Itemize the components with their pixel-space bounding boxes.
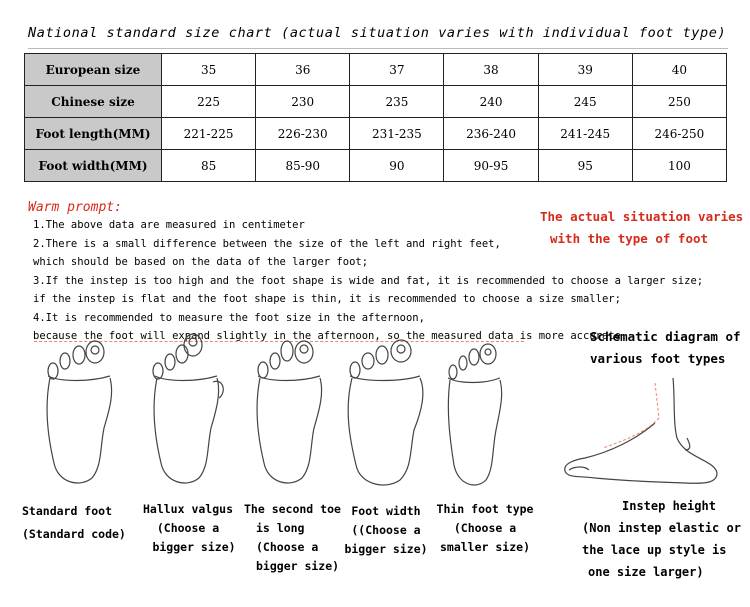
row-header: European size xyxy=(25,54,162,86)
table-row xyxy=(25,54,727,86)
table-cell: 35 xyxy=(162,54,256,86)
caption-instep-height xyxy=(582,495,741,583)
table-cell: 231-235 xyxy=(350,118,444,150)
caption-line: (Standard code) xyxy=(22,527,126,541)
table-row xyxy=(25,86,727,118)
caption-line: (Choose a xyxy=(256,540,319,554)
caption-line: is long xyxy=(256,521,305,535)
table-cell: 100 xyxy=(632,150,726,182)
warm-prompt-heading: Warm prompt: xyxy=(28,200,122,215)
note-line: 3.If the instep is too high and the foot shape is wide and fat, it is recommended to choose a larger size; xyxy=(33,274,704,287)
caption-line: (Choose a xyxy=(453,521,517,535)
table-cell: 37 xyxy=(350,54,444,86)
table-row xyxy=(25,150,727,182)
table-cell: 95 xyxy=(538,150,632,182)
caption-line: Foot width xyxy=(351,504,421,518)
caption-line: the lace up style is xyxy=(582,543,727,557)
caption-line: (Choose a xyxy=(156,521,220,535)
caption-hallux-valgus xyxy=(138,500,238,557)
red-note xyxy=(540,206,743,250)
schematic-title xyxy=(590,326,741,370)
caption-line: ((Choose a xyxy=(351,523,421,537)
wide-foot-icon xyxy=(344,336,429,492)
table-cell: 39 xyxy=(538,54,632,86)
table-cell: 90 xyxy=(350,150,444,182)
caption-line: bigger size) xyxy=(152,540,236,554)
caption-standard-foot xyxy=(22,502,134,544)
caption-line: Hallux valgus xyxy=(142,502,233,516)
row-header: Chinese size xyxy=(25,86,162,118)
note-line: if the instep is flat and the foot shape is thin, it is recommended to choose a size smaller; xyxy=(33,293,621,305)
row-header: Foot length(MM) xyxy=(25,118,162,150)
size-table xyxy=(24,53,727,182)
divider xyxy=(28,48,728,49)
table-cell: 36 xyxy=(256,54,350,86)
caption-line: (Non instep elastic or xyxy=(582,521,741,535)
red-note-line: The actual situation varies xyxy=(540,209,744,224)
caption-line: Thin foot type xyxy=(436,502,534,516)
schematic-line: various foot types xyxy=(590,351,726,366)
caption-second-toe xyxy=(244,500,352,576)
table-cell: 245 xyxy=(538,86,632,118)
thin-foot-icon xyxy=(438,340,513,492)
caption-line: Instep height xyxy=(622,499,716,513)
table-cell: 226-230 xyxy=(256,118,350,150)
hallux-valgus-foot-icon xyxy=(145,332,230,490)
table-cell: 38 xyxy=(444,54,538,86)
table-cell: 241-245 xyxy=(538,118,632,150)
table-cell: 85 xyxy=(162,150,256,182)
table-cell: 225 xyxy=(162,86,256,118)
instep-side-foot-icon xyxy=(555,378,730,493)
table-cell: 235 xyxy=(350,86,444,118)
schematic-line: Schematic diagram of xyxy=(590,329,741,344)
table-cell: 221-225 xyxy=(162,118,256,150)
red-note-line: with the type of foot xyxy=(550,231,709,246)
note-line: which should be based on the data of the larger foot; xyxy=(33,256,369,268)
table-cell: 40 xyxy=(632,54,726,86)
table-cell: 230 xyxy=(256,86,350,118)
table-cell: 90-95 xyxy=(444,150,538,182)
caption-thin-foot xyxy=(434,500,536,557)
caption-line: smaller size) xyxy=(439,540,530,554)
second-toe-long-foot-icon xyxy=(250,334,332,492)
caption-line: Standard foot xyxy=(22,504,113,518)
note-line: because the foot will expand slightly in the afternoon, so the measured data is more accurate. xyxy=(33,330,628,342)
standard-foot-icon xyxy=(40,338,120,490)
caption-foot-width xyxy=(340,502,432,559)
table-cell: 240 xyxy=(444,86,538,118)
table-cell: 236-240 xyxy=(444,118,538,150)
row-header: Foot width(MM) xyxy=(25,150,162,182)
table-cell: 250 xyxy=(632,86,726,118)
caption-line: The second toe xyxy=(244,502,341,516)
table-row xyxy=(25,118,727,150)
note-line: 1.The above data are measured in centimeter xyxy=(33,219,305,231)
note-line: 4.It is recommended to measure the foot size in the afternoon, xyxy=(33,311,425,324)
caption-line: one size larger) xyxy=(588,565,704,579)
caption-line: bigger size) xyxy=(344,542,428,556)
table-cell: 246-250 xyxy=(632,118,726,150)
table-cell: 85-90 xyxy=(256,150,350,182)
chart-title: National standard size chart (actual situation varies with individual foot type) xyxy=(28,25,727,41)
caption-line: bigger size) xyxy=(256,559,340,573)
note-line: 2.There is a small difference between the size of the left and right feet, xyxy=(33,237,501,250)
